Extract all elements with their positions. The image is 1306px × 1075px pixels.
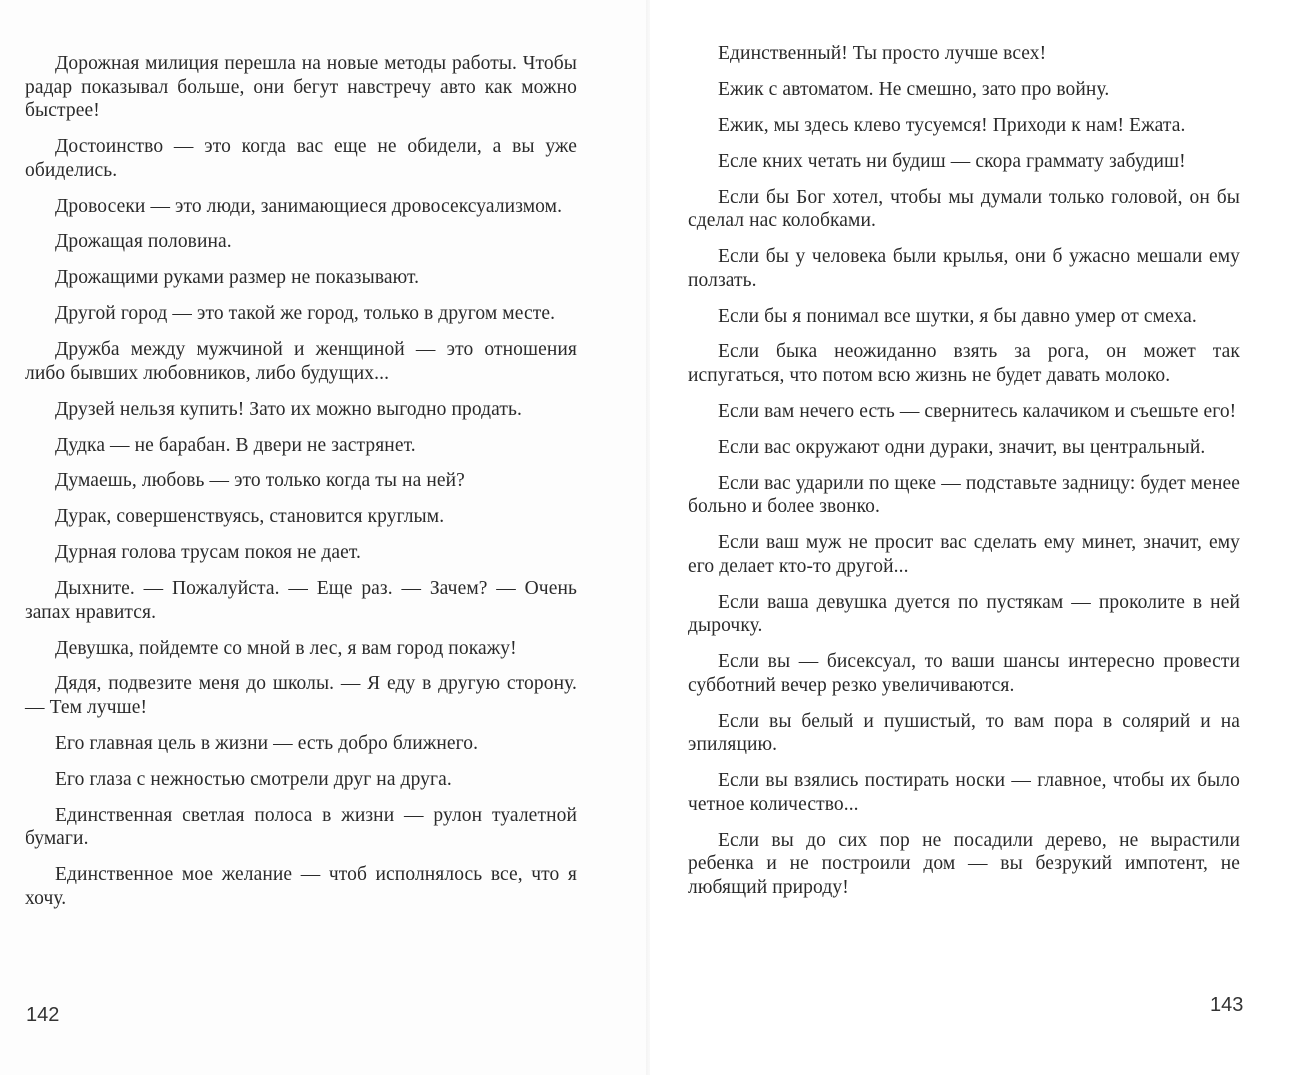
paragraph: Если вас ударили по щеке — подставьте задницу: будет менее больно и более звонко. (688, 472, 1240, 518)
paragraph: Дурак, совершенствуясь, становится круглым. (55, 506, 445, 528)
paragraph: Если вы до сих пор не посадили дерево, не вырастили ребенка и не построили дом — вы безрукий импотент, не любящий природу! (688, 829, 1240, 898)
paragraph: Другой город — это такой же город, только в другом месте. (55, 303, 556, 325)
paragraph: Есле кних четать ни будиш — скора граммату забудиш! (718, 150, 1186, 172)
paragraph: Единственная светлая полоса в жизни — рулон туалетной бумаги. (25, 804, 577, 850)
paragraph: Дядя, подвезите меня до школы. — Я еду в другую сторону. — Тем лучше! (25, 673, 577, 719)
paragraph: Дружба между мужчиной и женщиной — это отношения либо бывших любовников, либо будущих... (25, 339, 577, 384)
paragraph: Дудка — не барабан. В двери не застрянет. (55, 434, 416, 456)
paragraph: Ежик с автоматом. Не смешно, зато про войну. (718, 78, 1110, 100)
paragraph: Если бы я понимал все шутки, я бы давно умер от смеха. (718, 305, 1197, 327)
paragraph: Дровосеки — это люди, занимающиеся дровосексуализмом. (55, 195, 563, 217)
paragraph: Если бы у человека были крылья, они б ужасно мешали ему ползать. (688, 246, 1240, 291)
paragraph: Единственное мое желание — чтоб исполнялось все, что я хочу. (25, 864, 577, 909)
paragraph: Думаешь, любовь — это только когда ты на ней? (55, 470, 465, 492)
page-number-right: 143 (1210, 994, 1244, 1016)
paragraph: Если вам нечего есть — свернитесь калачиком и съешьте его! (718, 400, 1237, 422)
paragraph: Ежик, мы здесь клево тусуемся! Приходи к нам! Ежата. (718, 114, 1186, 136)
paragraph: Его глаза с нежностью смотрели друг на друга. (55, 768, 452, 790)
paragraph: Если ваша девушка дуется по пустякам — проколите в ней дырочку. (688, 591, 1240, 637)
paragraph: Если быка неожиданно взять за рога, он может так испугаться, что потом всю жизнь не будет давать молоко. (688, 341, 1240, 387)
paragraph: Дурная голова трусам покоя не дает. (55, 542, 361, 564)
paragraph: Достоинство — это когда вас еще не обидели, а вы уже обиделись. (25, 136, 577, 181)
paragraph: Дыхните. — Пожалуйста. — Еще раз. — Зачем? — Очень запах нравится. (25, 578, 577, 623)
left-page (0, 0, 650, 1075)
page-number-left: 142 (26, 1004, 60, 1026)
paragraph: Если вас окружают одни дураки, значит, вы центральный. (718, 436, 1206, 458)
paragraph: Единственный! Ты просто лучше всех! (718, 43, 1047, 64)
paragraph: Если вы белый и пушистый, то вам пора в солярий и на эпиляцию. (688, 710, 1240, 756)
paragraph: Если бы Бог хотел, чтобы мы думали только головой, он бы сделал нас колобками. (688, 186, 1240, 232)
right-page (650, 0, 1306, 1075)
paragraph: Дорожная милиция перешла на новые методы работы. Чтобы радар показывал больше, они бегут навстречу авто как можно быстрее! (25, 53, 577, 122)
paragraph: Дрожащими руками размер не показывают. (55, 267, 420, 289)
paragraph: Его главная цель в жизни — есть добро ближнего. (55, 732, 479, 754)
paragraph: Если ваш муж не просит вас сделать ему минет, значит, ему его делает кто-то другой... (688, 532, 1240, 577)
left-page-text (25, 52, 577, 923)
paragraph: Дрожащая половина. (55, 231, 232, 253)
paragraph: Если вы — бисексуал, то ваши шансы интересно провести субботний вечер резко увеличиваются. (688, 651, 1240, 696)
paragraph: Девушка, пойдемте со мной в лес, я вам город покажу! (55, 637, 517, 659)
paragraph: Если вы взялись постирать носки — главное, чтобы их было четное количество... (688, 770, 1240, 815)
right-page-text (688, 42, 1240, 912)
paragraph: Друзей нельзя купить! Зато их можно выгодно продать. (55, 398, 523, 420)
